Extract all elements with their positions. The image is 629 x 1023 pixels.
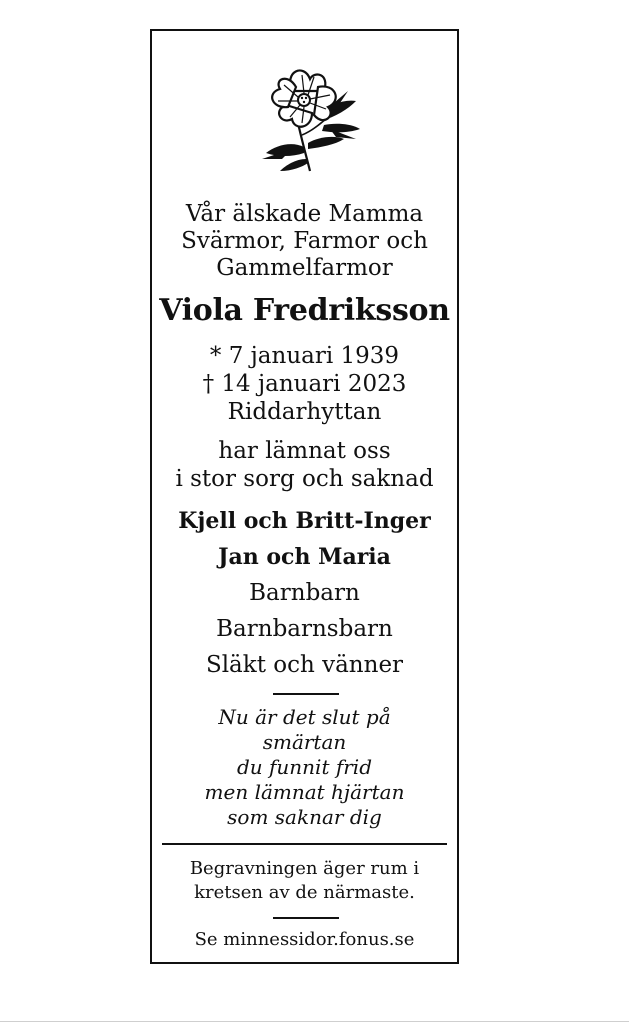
family-list: [152, 503, 457, 683]
death-date: † 14 januari 2023: [202, 371, 407, 397]
poem-line: men lämnat hjärtan: [204, 780, 405, 804]
intro-line: Vår älskade Mamma: [185, 201, 424, 227]
page-edge-line: [0, 1021, 629, 1022]
funeral-info: [152, 857, 457, 905]
divider: [273, 693, 339, 695]
family-member: Barnbarnsbarn: [216, 616, 393, 642]
poem-line: smärtan: [262, 730, 347, 754]
divider: [273, 917, 339, 919]
funeral-line: kretsen av de närmaste.: [194, 882, 415, 903]
intro-text: [152, 201, 457, 282]
flower-icon: [252, 63, 364, 173]
obituary-notice: [150, 29, 459, 964]
family-member: Kjell och Britt-Inger: [178, 508, 431, 534]
place: Riddarhyttan: [227, 399, 382, 425]
mourning-text: [152, 437, 457, 493]
memorial-website: Se minnessidor.fonus.se: [194, 929, 415, 950]
mourning-line: i stor sorg och saknad: [175, 466, 434, 492]
intro-line: Gammelfarmor: [216, 255, 393, 281]
family-member: Jan och Maria: [218, 544, 391, 570]
funeral-line: Begravningen äger rum i: [189, 858, 420, 879]
family-member: Barnbarn: [249, 580, 360, 606]
dates-block: [152, 342, 457, 426]
intro-line: Svärmor, Farmor och: [181, 228, 428, 254]
mourning-line: har lämnat oss: [218, 438, 391, 464]
deceased-name: Viola Fredriksson: [159, 293, 450, 328]
poem-line: Nu är det slut på: [218, 705, 391, 729]
poem-line: du funnit frid: [236, 755, 373, 779]
poem: [152, 705, 457, 830]
family-member: Släkt och vänner: [205, 652, 404, 678]
poem-line: som saknar dig: [227, 805, 382, 829]
birth-date: * 7 januari 1939: [209, 343, 400, 369]
section-divider: [162, 843, 447, 845]
